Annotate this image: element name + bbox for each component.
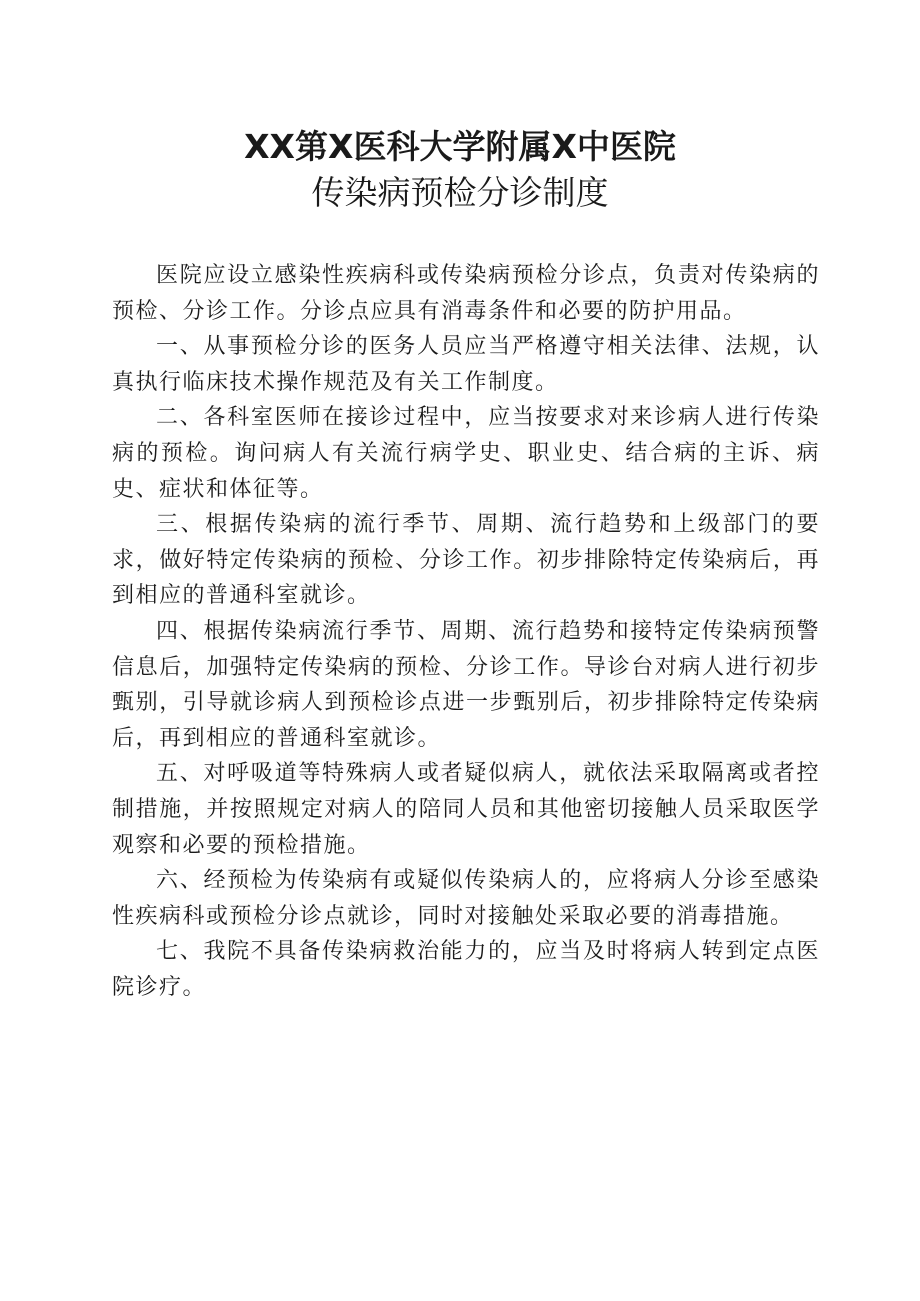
paragraph-intro: 医院应设立感染性疾病科或传染病预检分诊点，负责对传染病的预检、分诊工作。分诊点应具有消毒条件和必要的防护用品。 bbox=[112, 263, 820, 324]
paragraph-item-5: 五、对呼吸道等特殊病人或者疑似病人，就依法采取隔离或者控制措施，并按照规定对病人的陪同人员和其他密切接触人员采取医学观察和必要的预检措施。 bbox=[112, 761, 820, 858]
paragraph-item-1: 一、从事预检分诊的医务人员应当严格遵守相关法律、法规，认真执行临床技术操作规范及有关工作制度。 bbox=[112, 334, 820, 395]
document-title bbox=[0, 124, 920, 216]
paragraph-item-6: 六、经预检为传染病有或疑似传染病人的，应将病人分诊至感染性疾病科或预检分诊点就诊，同时对接触处采取必要的消毒措施。 bbox=[112, 868, 820, 929]
paragraph-item-2: 二、各科室医师在接诊过程中，应当按要求对来诊病人进行传染病的预检。询问病人有关流行病学史、职业史、结合病的主诉、病史、症状和体征等。 bbox=[112, 405, 820, 502]
title-hospital-name: XX第X医科大学附属X中医院 bbox=[244, 127, 676, 166]
paragraph-item-3: 三、根据传染病的流行季节、周期、流行趋势和上级部门的要求，做好特定传染病的预检、分诊工作。初步排除特定传染病后，再到相应的普通科室就诊。 bbox=[112, 512, 820, 609]
paragraph-item-4: 四、根据传染病流行季节、周期、流行趋势和接特定传染病预警信息后，加强特定传染病的预检、分诊工作。导诊台对病人进行初步甄别，引导就诊病人到预检诊点进一步甄别后，初步排除特定传染病后，再到相应的普通科室就诊。 bbox=[112, 618, 820, 751]
title-regulation-name: 传染病预检分诊制度 bbox=[311, 173, 609, 212]
paragraph-item-7: 七、我院不具备传染病救治能力的，应当及时将病人转到定点医院诊疗。 bbox=[112, 939, 820, 1000]
document-body bbox=[112, 258, 820, 1005]
